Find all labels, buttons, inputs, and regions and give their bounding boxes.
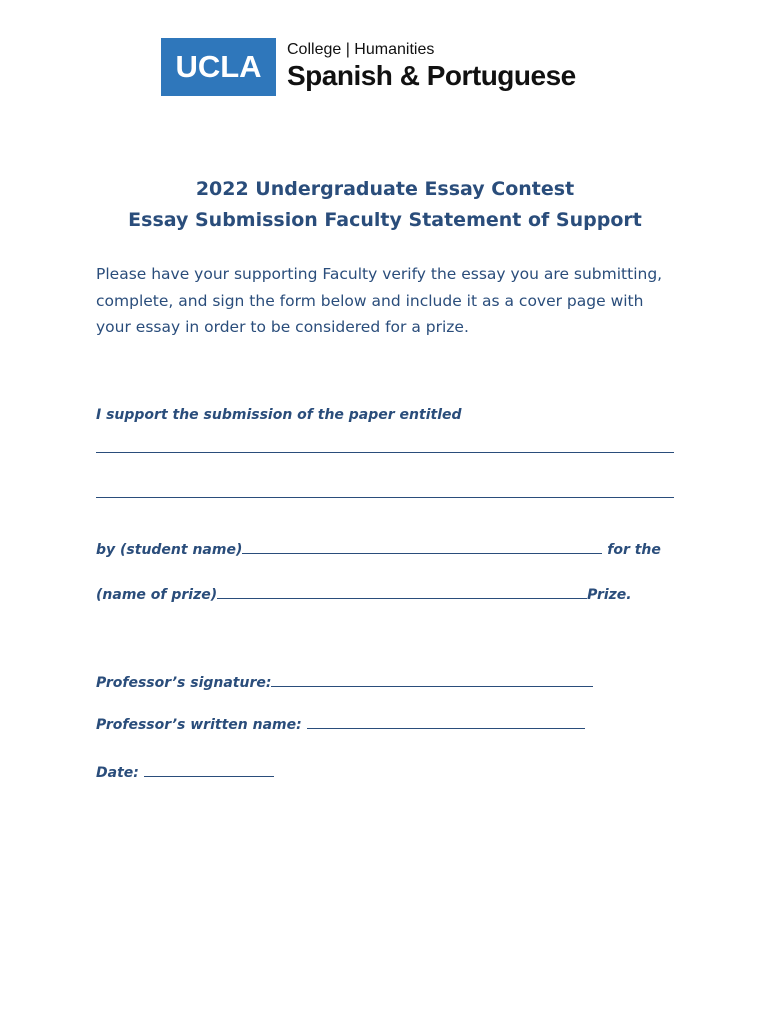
student-name-suffix: for the bbox=[602, 542, 661, 558]
ucla-logo bbox=[161, 38, 581, 96]
logo-college-line: College | Humanities bbox=[287, 41, 435, 58]
prize-name-field[interactable] bbox=[217, 584, 587, 599]
prize-name-row bbox=[96, 584, 632, 603]
date-row bbox=[96, 762, 274, 781]
document-title: 2022 Undergraduate Essay Contest bbox=[195, 178, 575, 200]
support-statement: I support the submission of the paper entitled bbox=[96, 407, 462, 423]
date-label: Date: bbox=[96, 765, 144, 781]
intro-line-2: complete, and sign the form below and include it as a cover page with bbox=[96, 292, 644, 310]
paper-title-field-2[interactable] bbox=[96, 497, 674, 498]
logo-department-line: Spanish & Portuguese bbox=[287, 60, 576, 91]
written-name-label: Professor’s written name: bbox=[96, 717, 307, 733]
signature-label: Professor’s signature: bbox=[96, 675, 272, 691]
prize-name-suffix: Prize. bbox=[587, 587, 632, 603]
student-name-field[interactable] bbox=[242, 539, 602, 554]
signature-field[interactable] bbox=[271, 672, 593, 687]
written-name-row bbox=[96, 714, 585, 733]
student-name-row bbox=[96, 539, 661, 558]
signature-row bbox=[96, 672, 593, 691]
ucla-wordmark: UCLA bbox=[161, 38, 276, 96]
intro-line-1: Please have your supporting Faculty verify the essay you are submitting, bbox=[96, 265, 663, 283]
date-field[interactable] bbox=[144, 762, 274, 777]
intro-line-3: your essay in order to be considered for a prize. bbox=[96, 318, 469, 336]
document-subtitle: Essay Submission Faculty Statement of Support bbox=[128, 209, 642, 231]
written-name-field[interactable] bbox=[307, 714, 585, 729]
student-name-label: by (student name) bbox=[96, 542, 243, 558]
prize-name-label: (name of prize) bbox=[96, 587, 218, 603]
paper-title-field-1[interactable] bbox=[96, 452, 674, 453]
